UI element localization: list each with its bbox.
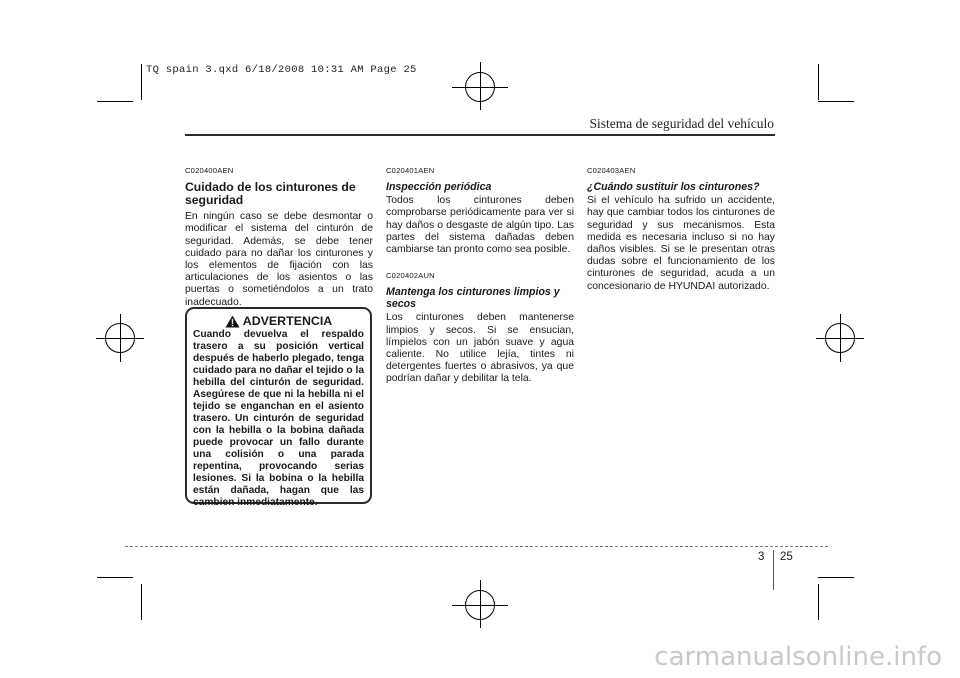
watermark: carmanualsonline.info (654, 642, 942, 672)
warning-title: ADVERTENCIA (242, 314, 333, 328)
section-heading: Cuidado de los cinturones de seguridad (185, 180, 356, 208)
page-number-separator (773, 550, 774, 590)
section-heading: Inspección periódica (386, 181, 492, 194)
section-code: C020400AEN (185, 166, 234, 175)
column-middle (386, 165, 574, 386)
section-heading: Mantenga los cinturones limpios y secos (386, 286, 560, 311)
header-rule (185, 134, 775, 136)
warning-header (193, 314, 364, 328)
section-body: En ningún caso se debe desmontar o modificar el sistema del cinturón de seguridad. Además, se debe tener cuidado para no dañar los cinturones y los elementos de fijación con las articulaciones de los asientos o las puertas o sometiéndolos a un trato inadecuado. (185, 211, 373, 308)
print-slug: TQ spain 3.qxd 6/18/2008 10:31 AM Page 25 (146, 64, 417, 76)
section-body: Si el vehículo ha sufrido un accidente, hay que cambiar todos los cinturones de seguridad y sus mecanismos. Esta medida es necesaria incluso si no hay daños visibles. Si se le presentan otras dudas sobre el funcionamiento de los cinturones de seguridad, acuda a un concesionario de HYUNDAI autorizado. (587, 195, 775, 292)
warning-text: Cuando devuelva el respaldo trasero a su posición vertical después de haberlo plegado, tenga cuidado para no dañar el tejido o la hebilla del cinturón de seguridad. Asegúrese de que ni la hebilla ni el tejido se enganchan en el asiento trasero. Un cinturón de seguridad con la hebilla o la bobina dañada puede provocar un fallo durante una colisión o una parada repentina, provocando serias lesiones. Si la bobina o la hebilla están dañada, hagan que las cambien inmediatamente. (193, 329, 364, 508)
chapter-number: 3 (758, 551, 765, 563)
footer-rule (125, 546, 828, 547)
column-right (587, 165, 775, 293)
section-body: Los cinturones deben mantenerse limpios y secos. Si se ensucian, límpielos con un jabón suave y agua caliente. No utilice lejía, tintes ni detergentes fuertes o abrasivos, ya que podrían dañar y debilitar la tela. (386, 312, 574, 385)
section-code: C020403AEN (587, 166, 636, 175)
section-body: Todos los cinturones deben comprobarse periódicamente para ver si hay daños o desgaste de algún tipo. Las partes del sistema dañadas deben cambiarse tan pronto como sea posible. (386, 195, 574, 256)
section-code: C020401AEN (386, 166, 435, 175)
page-number: 25 (780, 551, 793, 563)
column-left (185, 165, 373, 309)
section-heading: ¿Cuándo sustituir los cinturones? (587, 181, 760, 194)
warning-box (185, 307, 372, 508)
section-code: C020402AUN (386, 271, 435, 281)
warning-triangle-icon (225, 315, 240, 328)
section-title: Sistema de seguridad del vehículo (589, 116, 774, 131)
